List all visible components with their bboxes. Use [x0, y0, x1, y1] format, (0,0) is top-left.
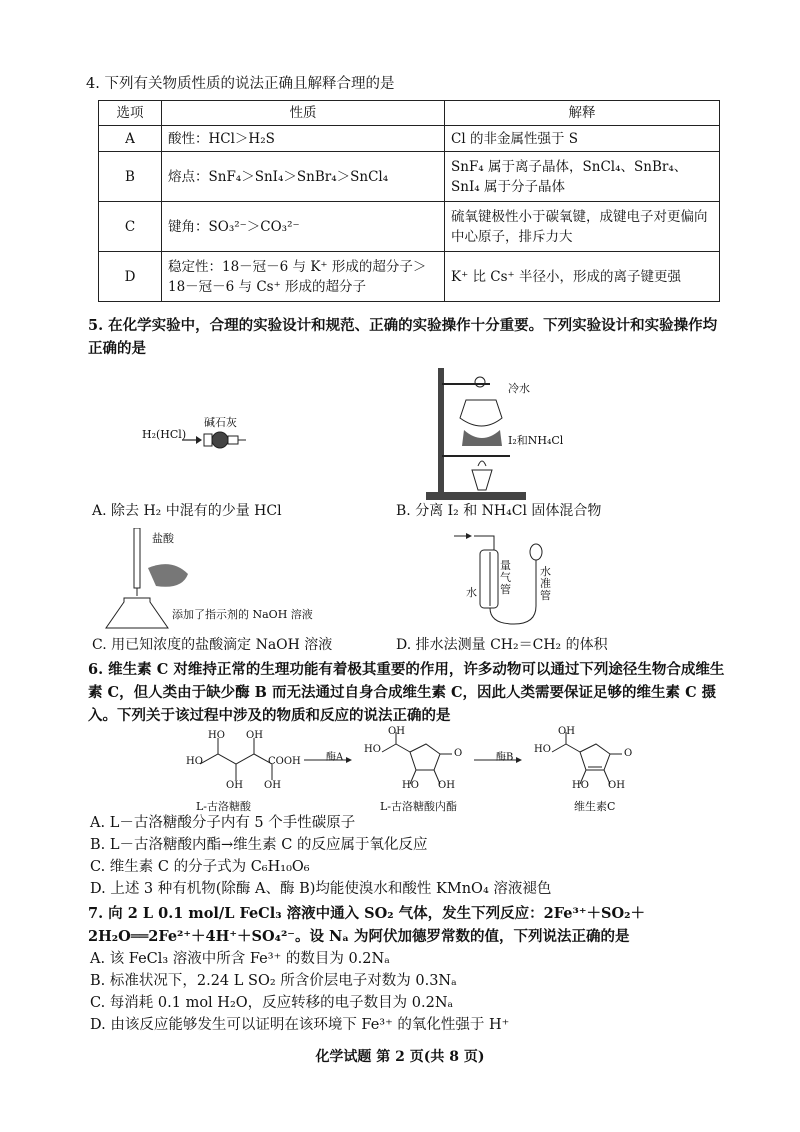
q6-option-a: A. L－古洛糖酸分子内有 5 个手性碳原子	[90, 815, 356, 831]
compound3-carbonyl-o: O	[624, 748, 633, 759]
compound2-carbonyl-o: O	[454, 748, 463, 759]
fig-d-caption: D. 排水法测量 CH₂＝CH₂ 的体积	[396, 637, 608, 653]
fig-c-acid-label: 盐酸	[152, 532, 174, 545]
compound1-oh-top: OH	[246, 730, 263, 741]
fig-d-tube2-label: 水准管	[540, 565, 551, 602]
enzyme-a-label: 酶A	[326, 752, 344, 763]
compound2-oh-top: OH	[388, 726, 405, 737]
compound3-ho-bottom: HO	[572, 780, 589, 791]
q7-option-d: D. 由该反应能够发生可以证明在该环境下 Fe³⁺ 的氧化性强于 H⁺	[90, 1017, 510, 1033]
fig-b-cold-water-label: 冷水	[508, 382, 530, 395]
q5-stem: 5. 在化学实验中，合理的实验设计和规范、正确的实验操作十分重要。下列实验设计和实验操作均正确的是	[88, 317, 718, 357]
q6-option-b: B. L－古洛糖酸内酯→维生素 C 的反应属于氧化反应	[90, 837, 428, 853]
compound1-oh-bottom: OH	[226, 780, 243, 791]
q6-reaction-scheme	[170, 724, 650, 808]
q6-stem: 6. 维生素 C 对维持正常的生理功能有着极其重要的作用，许多动物可以通过下列途径生物合成维生素 C，但人类由于缺少酶 B 而无法通过自身合成维生素 C，因此人类需要保证足够的维生素 C 摄入。下列关于该过程中涉及的物质和反应的说法正确的是	[88, 661, 725, 724]
fig-a-gas-label: H₂(HCl)	[142, 428, 187, 441]
table-header-property: 性质	[162, 101, 445, 126]
table-row-d-property: 稳定性：18－冠－6 与 K⁺ 形成的超分子＞18－冠－6 与 Cs⁺ 形成的超分子	[162, 252, 445, 302]
fig-d-tube1-label: 量气管	[500, 559, 511, 596]
q4-table	[98, 100, 720, 302]
compound-label-gulonic-acid: L-古洛糖酸	[196, 800, 252, 813]
table-row-a-explanation: Cl 的非金属性强于 S	[445, 126, 720, 152]
fig-b-mixture-label: I₂和NH₄Cl	[508, 434, 564, 447]
q7-stem: 7. 向 2 L 0.1 mol/L FeCl₃ 溶液中通入 SO₂ 气体，发生下列反应：2Fe³⁺＋SO₂＋2H₂O══2Fe²⁺＋4H⁺＋SO₄²⁻。设 Nₐ 为阿伏加德罗常数的值，下列说法正确的是	[88, 905, 645, 945]
fig-d-water-label: 水	[466, 586, 477, 599]
table-row-d-explanation: K⁺ 比 Cs⁺ 半径小，形成的离子键更强	[445, 252, 720, 302]
table-header-option: 选项	[99, 101, 162, 126]
table-row-a-option: A	[99, 126, 162, 152]
q4-stem: 4. 下列有关物质性质的说法正确且解释合理的是	[86, 76, 395, 92]
compound3-oh-bottom: OH	[608, 780, 625, 791]
table-header-explanation: 解释	[445, 101, 720, 126]
fig-a-caption: A. 除去 H₂ 中混有的少量 HCl	[92, 503, 282, 519]
compound2-ho-bottom: HO	[402, 780, 419, 791]
q7-option-b: B. 标准状况下，2.24 L SO₂ 所含价层电子对数为 0.3Nₐ	[90, 973, 457, 989]
fig-a-reagent-label: 碱石灰	[204, 416, 237, 429]
compound2-oh-bottom: OH	[438, 780, 455, 791]
compound2-ho: HO	[364, 744, 381, 755]
table-row-b-property: 熔点：SnF₄＞SnI₄＞SnBr₄＞SnCl₄	[162, 152, 445, 202]
table-row-d-option: D	[99, 252, 162, 302]
table-row-b-option: B	[99, 152, 162, 202]
q6-option-d: D. 上述 3 种有机物(除酶 A、酶 B)均能使溴水和酸性 KMnO₄ 溶液褪色	[90, 881, 552, 897]
compound1-ho-top: HO	[208, 730, 225, 741]
q6-option-c: C. 维生素 C 的分子式为 C₆H₁₀O₆	[90, 859, 310, 875]
fig-c-caption: C. 用已知浓度的盐酸滴定 NaOH 溶液	[92, 637, 333, 653]
table-row-a-property: 酸性：HCl＞H₂S	[162, 126, 445, 152]
compound-label-gulonolactone: L-古洛糖酸内酯	[380, 800, 458, 813]
compound1-cooh: COOH	[268, 756, 301, 767]
enzyme-b-label: 酶B	[496, 752, 514, 763]
q7-option-a: A. 该 FeCl₃ 溶液中所含 Fe³⁺ 的数目为 0.2Nₐ	[90, 951, 390, 967]
compound3-oh-top: OH	[558, 726, 575, 737]
fig-c-flask-label: 添加了指示剂的 NaOH 溶液	[172, 608, 313, 621]
fig-b-caption: B. 分离 I₂ 和 NH₄Cl 固体混合物	[396, 503, 602, 519]
table-row-b-explanation: SnF₄ 属于离子晶体，SnCl₄、SnBr₄、SnI₄ 属于分子晶体	[445, 152, 720, 202]
table-row-c-property: 键角：SO₃²⁻＞CO₃²⁻	[162, 202, 445, 252]
page-footer: 化学试题 第 2 页(共 8 页)	[315, 1049, 485, 1065]
table-row-c-option: C	[99, 202, 162, 252]
compound-label-vitamin-c: 维生素C	[574, 800, 616, 813]
compound1-oh-bottom2: OH	[264, 780, 281, 791]
q7-option-c: C. 每消耗 0.1 mol H₂O，反应转移的电子数目为 0.2Nₐ	[90, 995, 454, 1011]
compound1-ho-left: HO	[186, 756, 203, 767]
compound3-ho: HO	[534, 744, 551, 755]
table-row-c-explanation: 硫氧键极性小于碳氧键，成键电子对更偏向中心原子，排斥力大	[445, 202, 720, 252]
